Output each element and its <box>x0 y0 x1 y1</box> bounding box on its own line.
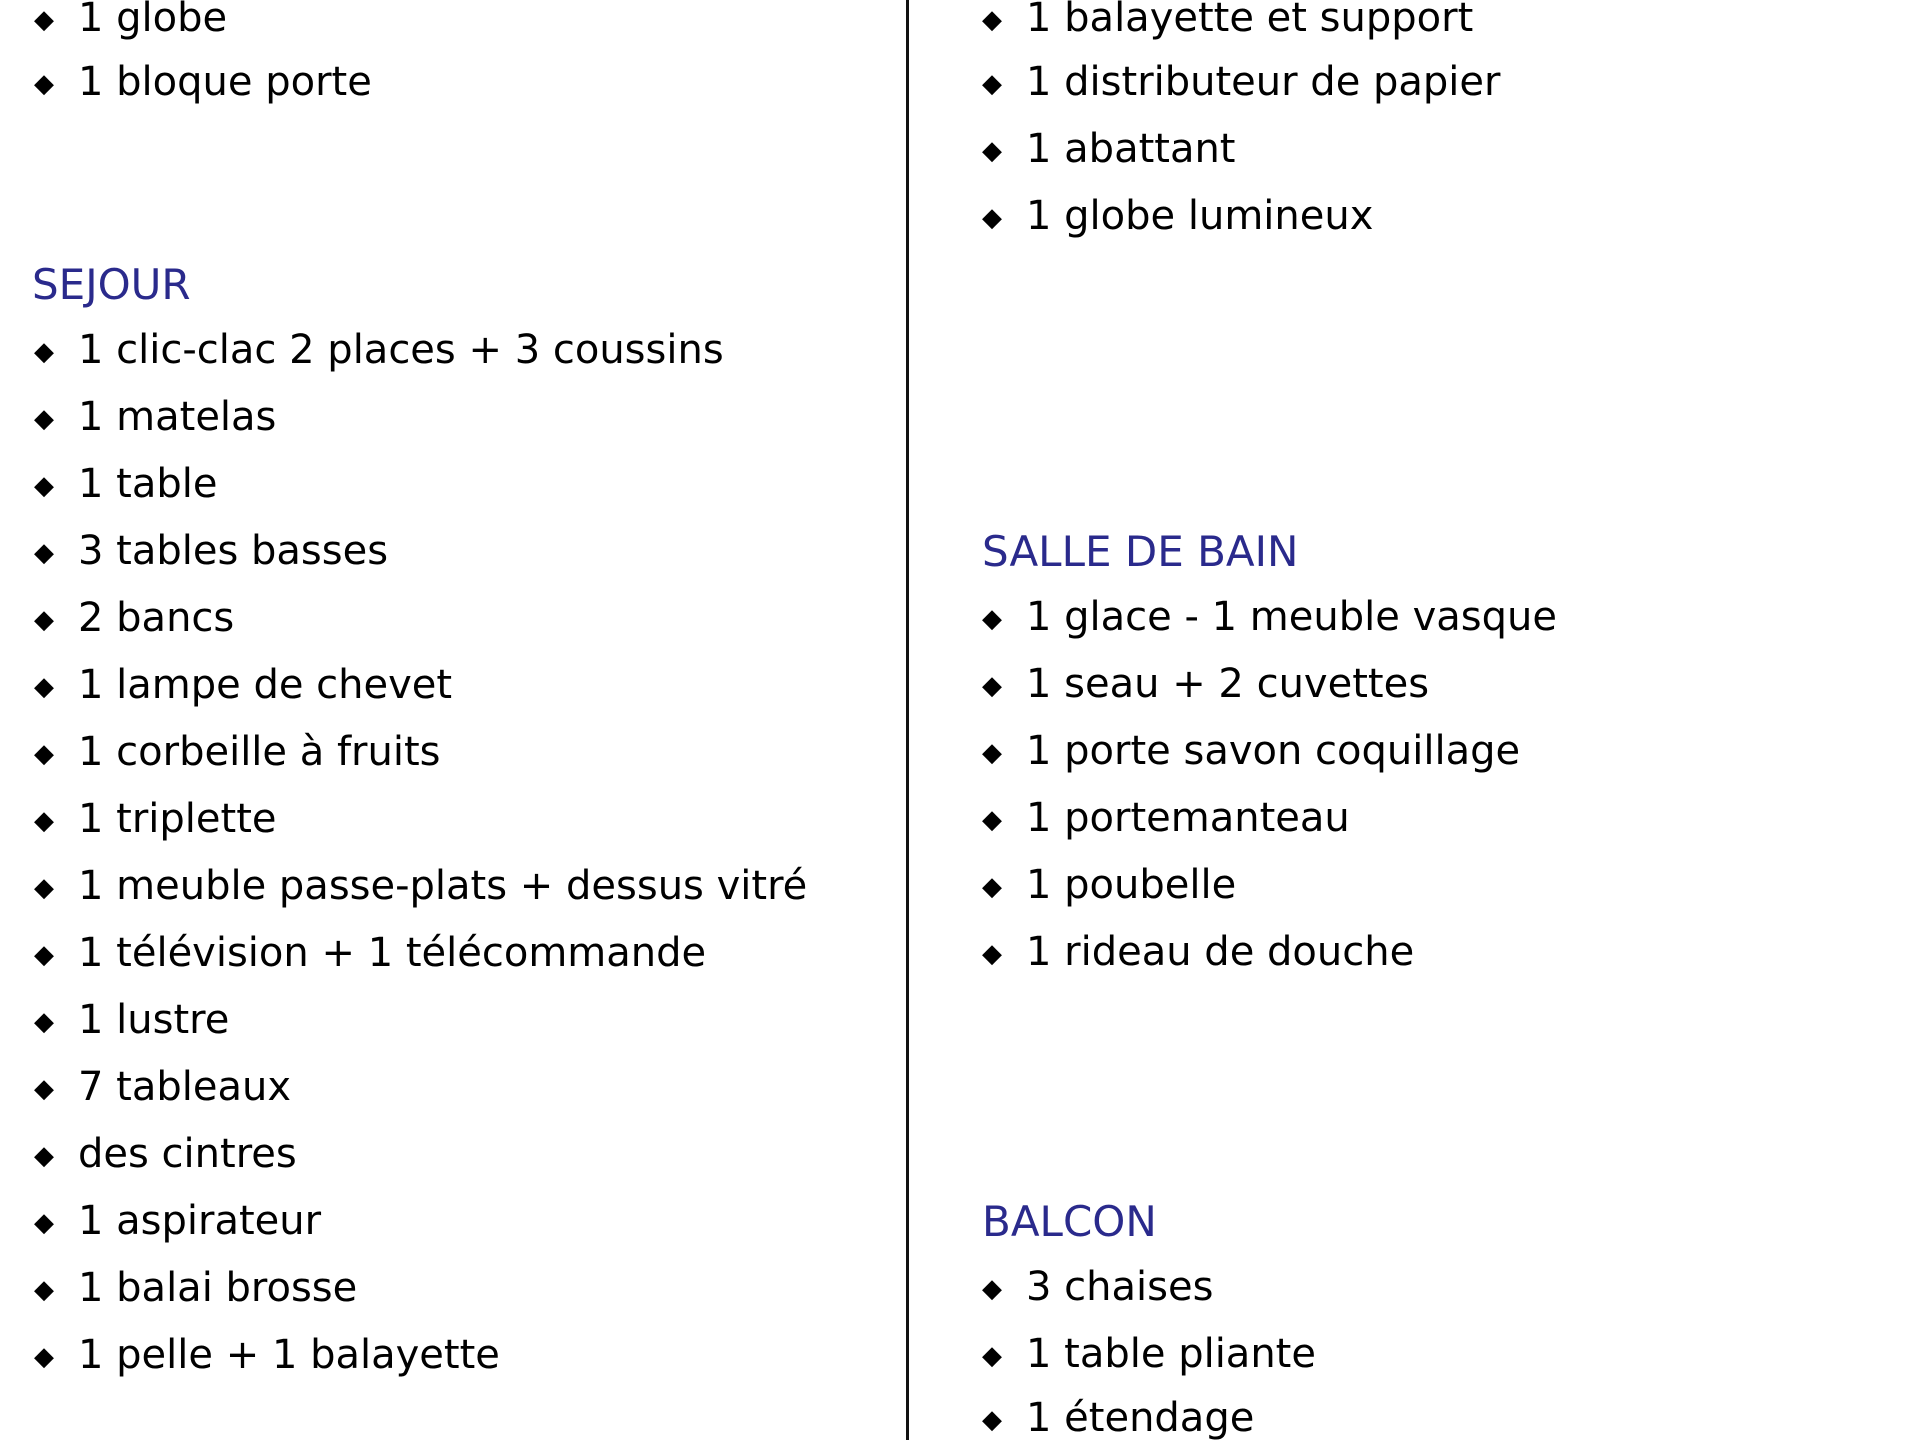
bullet-icon: ◆ <box>34 1074 54 1104</box>
bullet-icon: ◆ <box>982 1341 1002 1371</box>
bullet-icon: ◆ <box>34 1007 54 1037</box>
bullet-icon: ◆ <box>34 1141 54 1171</box>
inventory-page: ◆ 1 globe ◆ 1 bloque porte SEJOUR ◆ 1 clic-clac 2 places + 3 coussins ◆ 1 matelas ◆ 1 table ◆ 3 tables basses ◆ 2 bancs ◆ 1 lampe de chevet ◆ 1 corbeille à fruits ◆ 1 triplette ◆ 1 meuble passe-plats + dessus vitré ◆ 1 télévision + 1 télécommande ◆ 1 lustre ◆ 7 tableaux ◆ des cintres ◆ 1 aspirateur ◆ 1 balai brosse ◆ 1 pelle + 1 balayette ◆ 1 balayette et support ◆ 1 distributeur de papier ◆ 1 abattant ◆ 1 globe lumineux SALLE DE BAIN ◆ 1 glace - 1 meuble vasque ◆ 1 seau + 2 cuvettes ◆ 1 porte savon coquillage ◆ 1 portemanteau ◆ 1 poubelle ◆ 1 rideau de douche BALCON ◆ 3 chaises ◆ 1 table pliante ◆ 1 étendage <box>32 0 1557 1440</box>
section-heading-sejour: SEJOUR <box>32 260 191 309</box>
bullet-icon: ◆ <box>34 739 54 769</box>
section-heading-salle-de-bain: SALLE DE BAIN <box>982 527 1299 576</box>
column-divider <box>906 0 909 1440</box>
section-heading-balcon: BALCON <box>982 1197 1157 1246</box>
bullet-icon: ◆ <box>34 873 54 903</box>
bullet-icon: ◆ <box>34 1208 54 1238</box>
bullet-icon: ◆ <box>982 872 1002 902</box>
bullet-icon: ◆ <box>982 69 1002 99</box>
bullet-icon: ◆ <box>982 671 1002 701</box>
bullet-icon: ◆ <box>982 805 1002 835</box>
bullet-icon: ◆ <box>34 806 54 836</box>
bullet-icon: ◆ <box>34 471 54 501</box>
bullet-icon: ◆ <box>982 604 1002 634</box>
bullet-icon: ◆ <box>34 404 54 434</box>
bullet-icon: ◆ <box>34 1275 54 1305</box>
bullet-icon: ◆ <box>34 605 54 635</box>
bullet-icon: ◆ <box>34 69 54 99</box>
bullet-icon: ◆ <box>982 738 1002 768</box>
bullet-icon: ◆ <box>982 203 1002 233</box>
bullet-icon: ◆ <box>34 538 54 568</box>
bullet-icon: ◆ <box>982 136 1002 166</box>
bullet-icon: ◆ <box>982 1405 1002 1435</box>
bullet-icon: ◆ <box>34 1342 54 1372</box>
bullet-icon: ◆ <box>982 1274 1002 1304</box>
bullet-icon: ◆ <box>34 5 54 35</box>
bullet-icon: ◆ <box>982 5 1002 35</box>
bullet-icon: ◆ <box>34 940 54 970</box>
bullet-icon: ◆ <box>34 672 54 702</box>
bullet-icon: ◆ <box>34 337 54 367</box>
bullet-icon: ◆ <box>982 939 1002 969</box>
